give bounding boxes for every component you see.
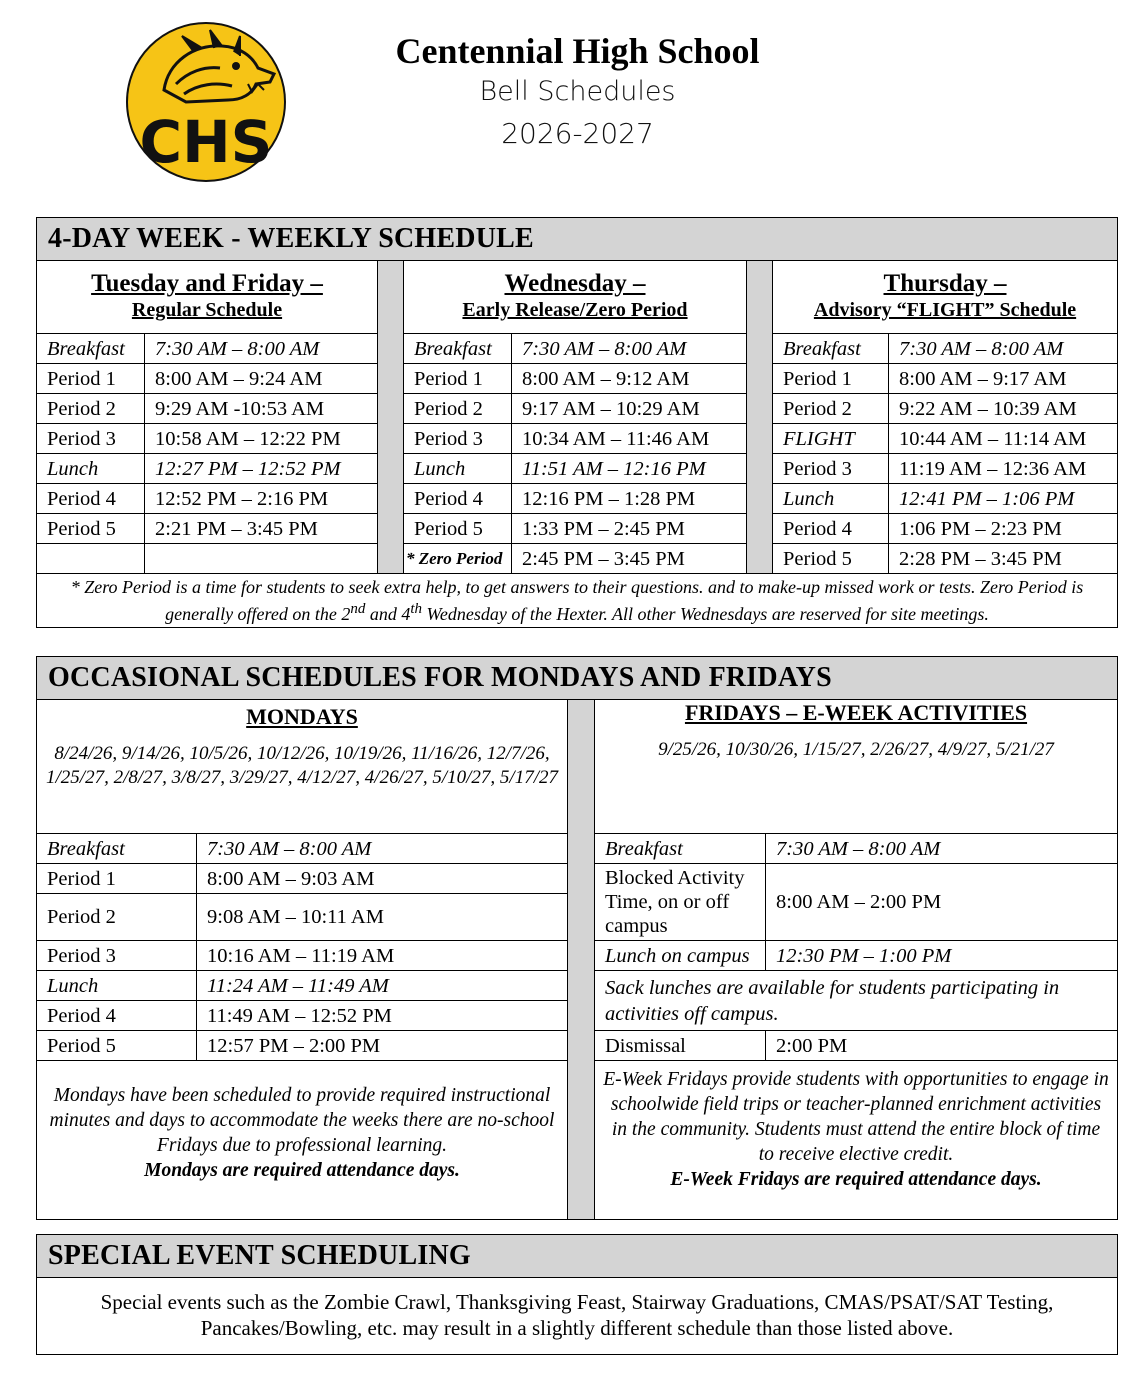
- column-separator: [568, 700, 595, 1220]
- weekly-schedule-table: [36, 217, 1118, 628]
- occasional-section-title: OCCASIONAL SCHEDULES FOR MONDAYS AND FRIDAYS: [37, 657, 1118, 700]
- column-separator: [378, 261, 404, 574]
- mondays-header: MONDAYS 8/24/26, 9/14/26, 10/5/26, 10/12/26, 10/19/26, 11/16/26, 12/7/26, 1/25/27, 2/8/27, 3/8/27, 3/29/27, 4/12/27, 4/26/27, 5/10/27, 5/17/27: [37, 700, 568, 834]
- zero-period-footnote: * Zero Period is a time for students to seek extra help, to get answers to their questions. and to make-up missed work or tests. Zero Period is generally offered on the 2nd and 4th Wednesday of the Hexter. All other Wednesdays are reserved for site meetings.: [37, 574, 1118, 628]
- table-row: Breakfast 7:30 AM – 8:00 AM Breakfast 7:30 AM – 8:00 AM Breakfast 7:30 AM – 8:00 AM: [37, 334, 1118, 364]
- table-row: Lunch 11:24 AM – 11:49 AM Sack lunches are available for students participating in activities off campus.: [37, 971, 1118, 1001]
- fridays-description: E-Week Fridays provide students with opportunities to engage in schoolwide field trips or teacher-planned enrichment activities in the community. Students must attend the entire block of time to receive elective credit. E-Week Fridays are required attendance days.: [595, 1061, 1118, 1220]
- school-name: Centennial High School: [395, 31, 760, 71]
- table-row: Period 5 2:21 PM – 3:45 PM Period 5 1:33 PM – 2:45 PM Period 4 1:06 PM – 2:23 PM: [37, 514, 1118, 544]
- column-separator: [747, 261, 773, 574]
- thursday-header: Thursday – Advisory “FLIGHT” Schedule: [773, 261, 1118, 334]
- mondays-description: Mondays have been scheduled to provide required instructional minutes and days to accommodate the weeks there are no-school Fridays due to professional learning. Mondays are required attendance days.: [37, 1061, 568, 1220]
- table-row: Period 1 8:00 AM – 9:03 AM Blocked Activity Time, on or off campus 8:00 AM – 2:00 PM: [37, 864, 1118, 894]
- table-row: Lunch 12:27 PM – 12:52 PM Lunch 11:51 AM – 12:16 PM Period 3 11:19 AM – 12:36 AM: [37, 454, 1118, 484]
- table-row: Period 2 9:29 AM -10:53 AM Period 2 9:17 AM – 10:29 AM Period 2 9:22 AM – 10:39 AM: [37, 394, 1118, 424]
- school-year: 2026-2027: [501, 117, 654, 150]
- table-row: Period 2 9:08 AM – 10:11 AM: [37, 894, 1118, 941]
- table-row: Period 4 12:52 PM – 2:16 PM Period 4 12:16 PM – 1:28 PM Lunch 12:41 PM – 1:06 PM: [37, 484, 1118, 514]
- weekly-section-title: 4-DAY WEEK - WEEKLY SCHEDULE: [37, 218, 1118, 261]
- table-row: Period 3 10:58 AM – 12:22 PM Period 3 10:34 AM – 11:46 AM FLIGHT 10:44 AM – 11:14 AM: [37, 424, 1118, 454]
- wednesday-header: Wednesday – Early Release/Zero Period: [404, 261, 747, 334]
- svg-text:CHS: CHS: [139, 108, 273, 176]
- table-row: Period 1 8:00 AM – 9:24 AM Period 1 8:00 AM – 9:12 AM Period 1 8:00 AM – 9:17 AM: [37, 364, 1118, 394]
- special-section-title: SPECIAL EVENT SCHEDULING: [37, 1235, 1118, 1278]
- page-subtitle: Bell Schedules: [479, 76, 676, 107]
- special-event-table: [36, 1234, 1118, 1355]
- special-event-text: Special events such as the Zombie Crawl, Thanksgiving Feast, Stairway Graduations, CMAS/PSAT/SAT Testing, Pancakes/Bowling, etc. may result in a slightly different schedule than those listed above.: [37, 1278, 1118, 1355]
- table-row: Breakfast 7:30 AM – 8:00 AM Breakfast 7:30 AM – 8:00 AM: [37, 834, 1118, 864]
- occasional-schedule-table: [36, 656, 1118, 1220]
- table-row: * Zero Period 2:45 PM – 3:45 PM Period 5 2:28 PM – 3:45 PM: [37, 544, 1118, 574]
- chs-dragon-logo: [124, 22, 288, 182]
- table-row: Period 3 10:16 AM – 11:19 AM Lunch on campus 12:30 PM – 1:00 PM: [37, 941, 1118, 971]
- table-row: Period 4 11:49 AM – 12:52 PM: [37, 1001, 1118, 1031]
- fridays-header: FRIDAYS – E-WEEK ACTIVITIES 9/25/26, 10/30/26, 1/15/27, 2/26/27, 4/9/27, 5/21/27: [595, 700, 1118, 834]
- table-row: Period 5 12:57 PM – 2:00 PM Dismissal 2:00 PM: [37, 1031, 1118, 1061]
- tuesday-friday-header: Tuesday and Friday – Regular Schedule: [37, 261, 378, 334]
